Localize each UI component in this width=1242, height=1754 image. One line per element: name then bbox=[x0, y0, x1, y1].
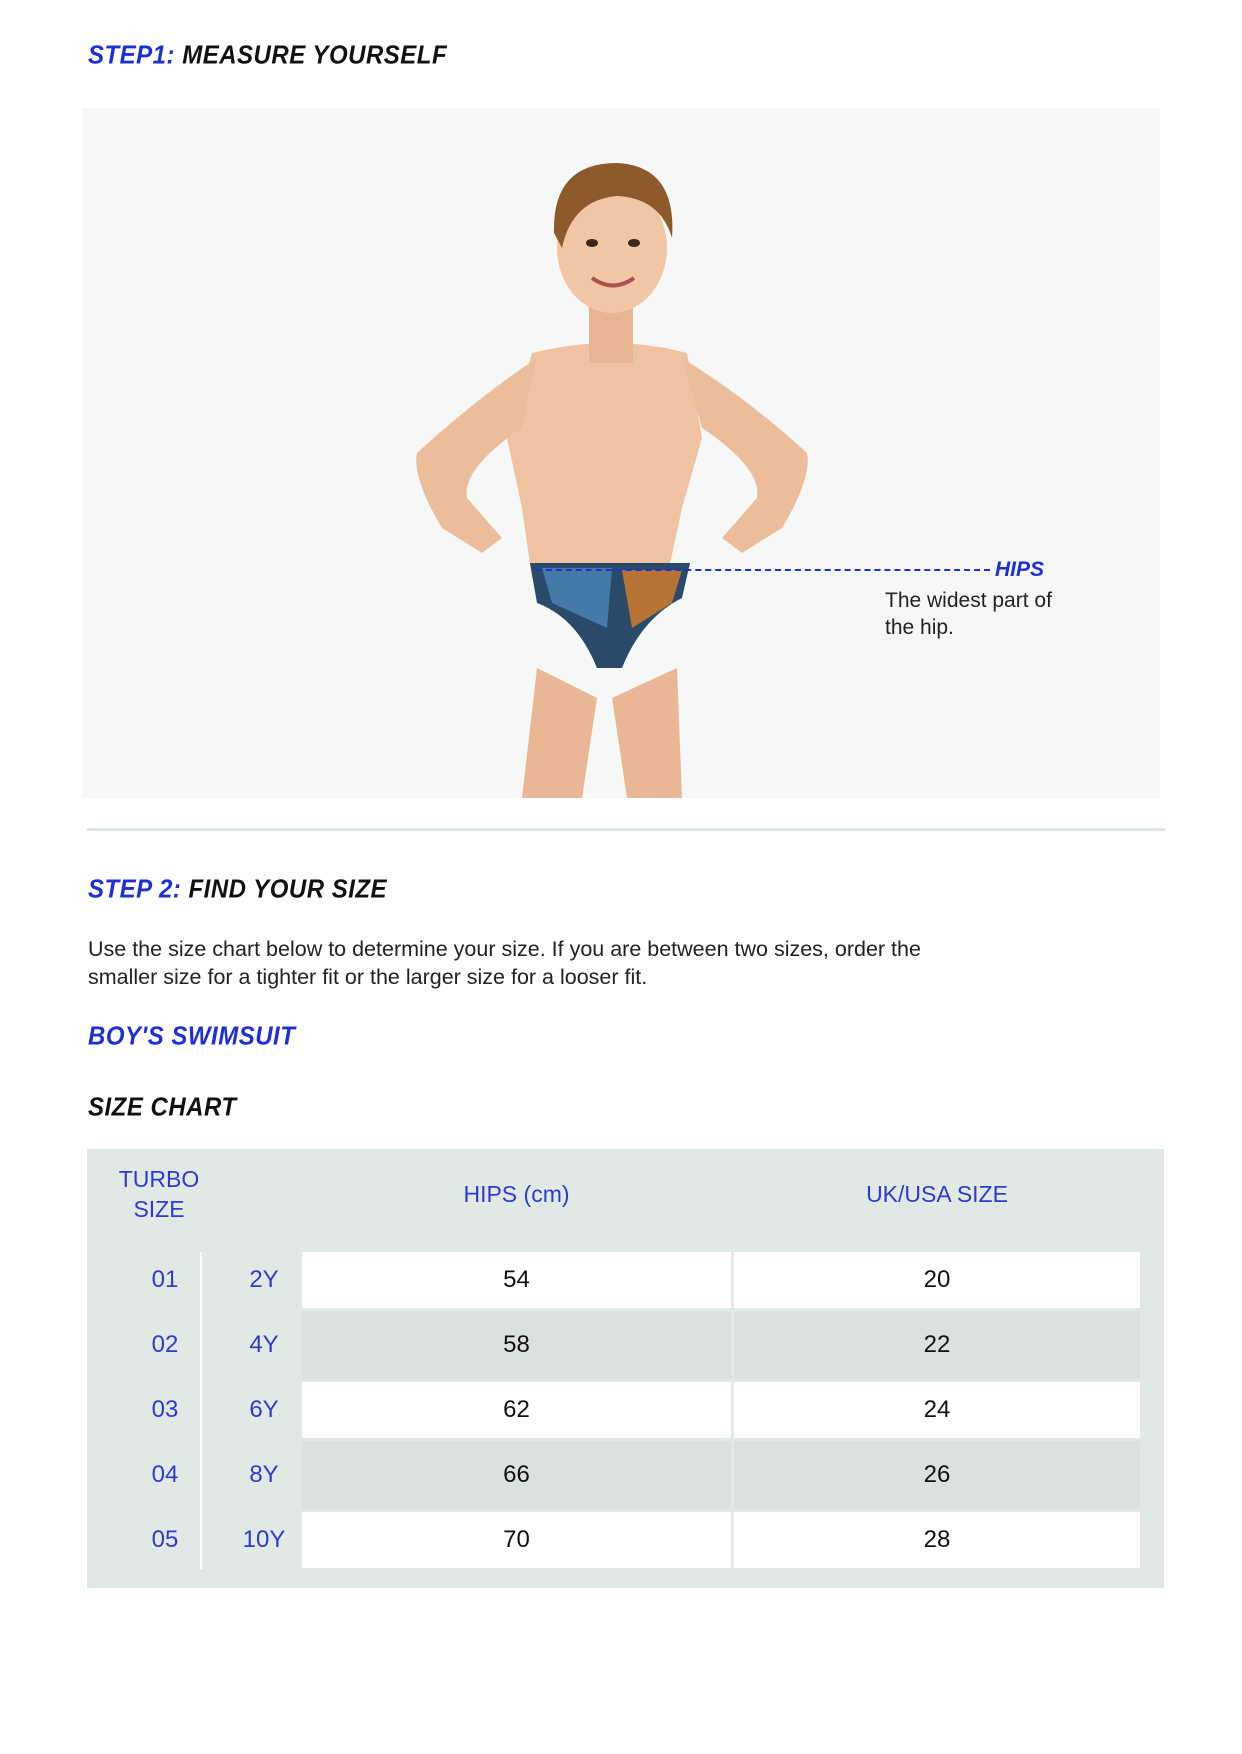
age-cell: 6Y bbox=[249, 1396, 279, 1423]
hips-cell: 58 bbox=[302, 1311, 731, 1379]
header-turbo-line2: SIZE bbox=[133, 1196, 185, 1222]
step2-heading bbox=[88, 875, 387, 905]
age-cell: 10Y bbox=[242, 1526, 286, 1553]
header-hips: HIPS (cm) bbox=[463, 1181, 570, 1207]
uk-usa-size-cell: 20 bbox=[734, 1252, 1140, 1308]
step1-heading bbox=[88, 41, 447, 71]
table-row bbox=[87, 1441, 1164, 1509]
hips-cell: 66 bbox=[302, 1441, 731, 1509]
header-uk-usa-size: UK/USA SIZE bbox=[866, 1181, 1008, 1207]
section-divider bbox=[87, 828, 1165, 831]
uk-usa-size-cell: 22 bbox=[734, 1311, 1140, 1379]
uk-usa-size-cell: 24 bbox=[734, 1382, 1140, 1438]
hips-measure-line bbox=[536, 569, 990, 571]
hips-description: The widest part of the hip. bbox=[885, 589, 1052, 639]
header-turbo-size bbox=[99, 1164, 219, 1224]
hips-cell: 70 bbox=[302, 1512, 731, 1568]
boy-model-illustration bbox=[82, 108, 1160, 798]
hips-cell: 54 bbox=[302, 1252, 731, 1308]
hips-cell: 62 bbox=[302, 1382, 731, 1438]
age-cell: 4Y bbox=[249, 1331, 279, 1358]
size-chart-heading: SIZE CHART bbox=[88, 1092, 237, 1123]
age-cell: 8Y bbox=[249, 1461, 279, 1488]
product-heading: BOY'S SWIMSUIT bbox=[88, 1021, 296, 1052]
turbo-size-cell: 03 bbox=[151, 1396, 179, 1423]
table-row bbox=[87, 1382, 1164, 1438]
size-chart-table bbox=[87, 1149, 1164, 1588]
turbo-size-cell: 04 bbox=[151, 1461, 179, 1488]
step2-title: FIND YOUR SIZE bbox=[188, 874, 388, 905]
size-instructions: Use the size chart below to determine your size. If you are between two sizes, order the smaller size for a tighter fit or the larger size for a looser fit. bbox=[88, 937, 921, 989]
step1-title: MEASURE YOURSELF bbox=[182, 40, 448, 71]
hips-label: HIPS bbox=[995, 558, 1045, 581]
table-row bbox=[87, 1252, 1164, 1308]
turbo-size-cell: 02 bbox=[151, 1331, 179, 1358]
table-row bbox=[87, 1311, 1164, 1379]
turbo-size-cell: 01 bbox=[151, 1266, 179, 1293]
step2-label: STEP 2: bbox=[88, 874, 182, 905]
header-turbo-line1: TURBO bbox=[118, 1166, 200, 1192]
step1-label: STEP1: bbox=[88, 40, 176, 71]
uk-usa-size-cell: 26 bbox=[734, 1441, 1140, 1509]
model-photo-panel bbox=[82, 108, 1160, 798]
turbo-size-cell: 05 bbox=[151, 1526, 179, 1553]
age-cell: 2Y bbox=[249, 1266, 279, 1293]
table-row bbox=[87, 1512, 1164, 1568]
uk-usa-size-cell: 28 bbox=[734, 1512, 1140, 1568]
